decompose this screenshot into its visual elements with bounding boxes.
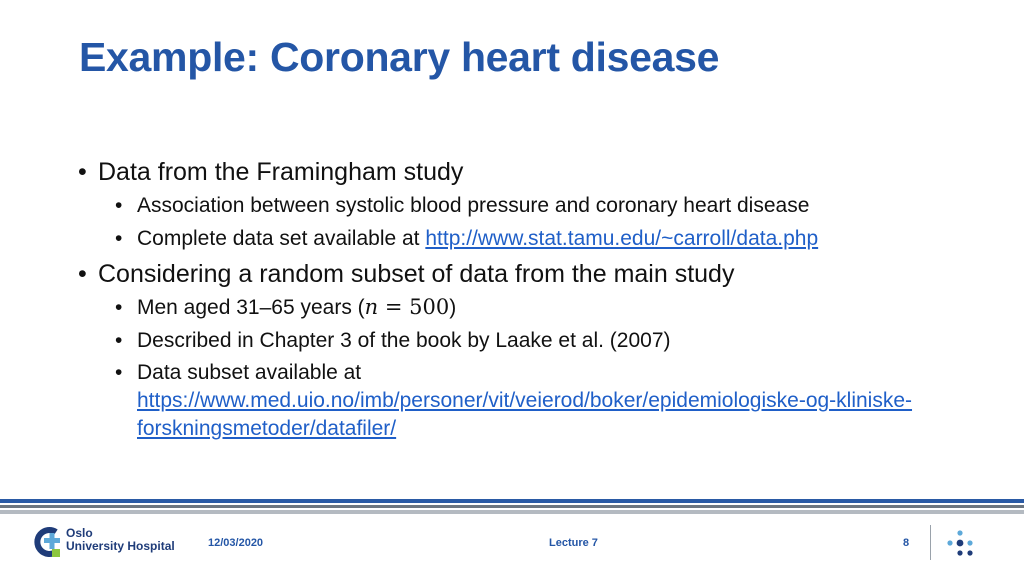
logo-line-oslo: Oslo [66, 526, 93, 540]
footer-rule-light-gray [0, 510, 1024, 514]
dots-logo-icon [947, 530, 973, 556]
math-value: = 500 [378, 295, 450, 319]
footer-rule-blue [0, 499, 1024, 503]
hospital-logo [32, 526, 182, 562]
bullet-text: Considering a random subset of data from the main study [98, 260, 735, 288]
subset-data-link[interactable]: https://www.med.uio.no/imb/personer/vit/veierod/boker/epidemiologiske-og-kliniske-forskningsmetoder/datafiler/ [137, 389, 913, 440]
sub-bullet-text: Complete data set available at [137, 227, 426, 250]
framingham-data-link[interactable]: http://www.stat.tamu.edu/~carroll/data.php [425, 227, 819, 250]
sub-bullet-text: Men aged 31–65 years ( [137, 296, 365, 319]
sample-size-formula [365, 295, 450, 319]
slide-content [78, 156, 978, 443]
footer-lecture: Lecture 7 [549, 537, 598, 549]
sub-bullet-text: Described in Chapter 3 of the book by Laake et al. (2007) [137, 329, 671, 352]
footer-rule-dark-gray [0, 505, 1024, 508]
slide-title: Example: Coronary heart disease [79, 34, 720, 80]
sub-bullet-men-aged [115, 291, 978, 324]
sub-bullet-complete-data [115, 222, 978, 255]
hospital-logo-icon [32, 526, 62, 560]
math-variable: n [364, 295, 379, 319]
sub-bullet-text: Data subset available at [137, 361, 362, 384]
footer-divider [930, 525, 931, 560]
sub-bullet-suffix: ) [449, 296, 457, 319]
page-number: 8 [903, 537, 910, 549]
bullet-random-subset [78, 258, 978, 291]
footer-date: 12/03/2020 [208, 537, 264, 549]
sub-bullet-subset-available [115, 359, 937, 443]
sub-bullet-text: Association between systolic blood pressure and coronary heart disease [137, 194, 810, 217]
sub-bullet-association [115, 189, 978, 222]
bullet-text: Data from the Framingham study [98, 158, 464, 186]
logo-line-university-hospital: University Hospital [66, 539, 175, 553]
bullet-framingham [78, 156, 978, 189]
hospital-logo-text [66, 527, 175, 553]
sub-bullet-described [115, 324, 978, 357]
